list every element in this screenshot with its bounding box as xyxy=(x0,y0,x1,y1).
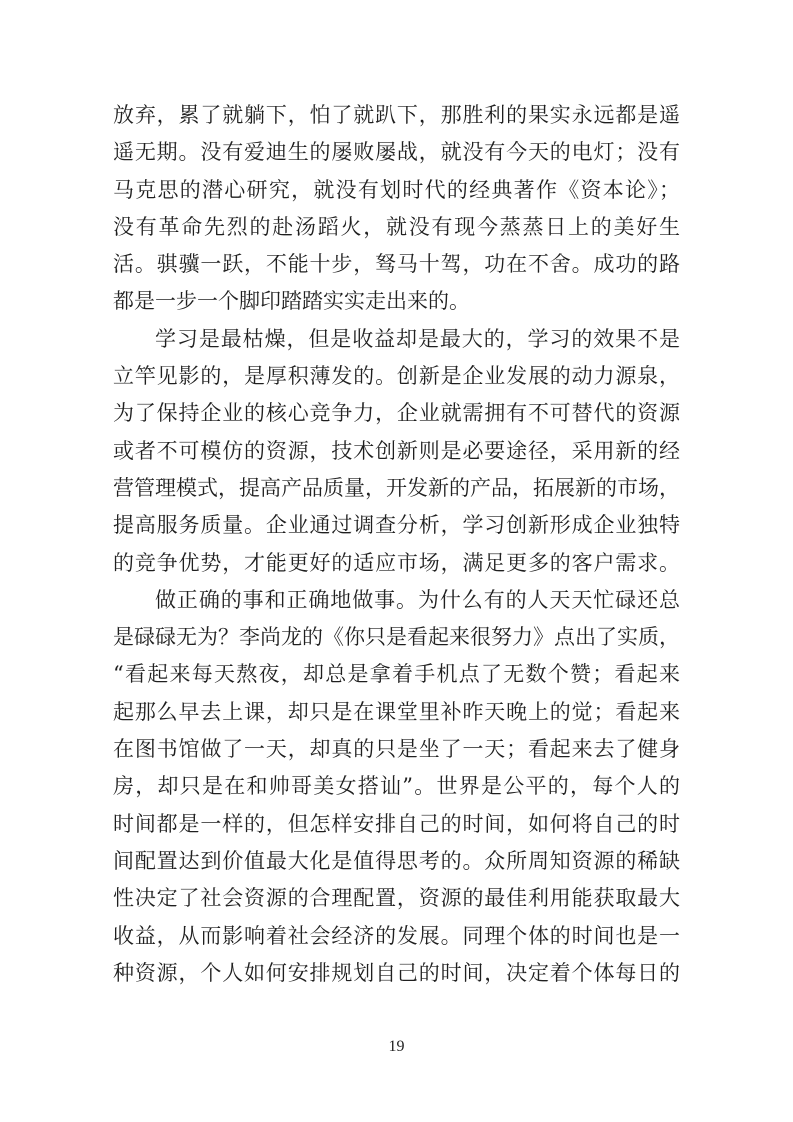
text-line: 性决定了社会资源的合理配置，资源的最佳利用能获取最大 xyxy=(113,886,680,911)
text-line: 放弃，累了就躺下，怕了就趴下，那胜利的果实永远都是遥 xyxy=(113,103,680,127)
text-line: 遥无期。没有爱迪生的屡败屡战，就没有今天的电灯；没有 xyxy=(113,140,680,165)
text-line: 立竿见影的，是厚积薄发的。创新是企业发展的动力源泉， xyxy=(113,364,680,389)
text-line: 时间都是一样的，但怎样安排自己的时间，如何将自己的时 xyxy=(113,811,680,836)
text-line: 间配置达到价值最大化是值得思考的。众所周知资源的稀缺 xyxy=(113,848,680,873)
document-text-body xyxy=(113,97,680,992)
text-line: 都是一步一个脚印踏踏实实走出来的。 xyxy=(113,289,470,314)
paragraph xyxy=(113,97,680,321)
text-line: 的竞争优势，才能更好的适应市场，满足更多的客户需求。 xyxy=(113,550,680,575)
text-line: 马克思的潜心研究，就没有划时代的经典著作《资本论》； xyxy=(113,177,680,202)
text-line: 学习是最枯燥，但是收益却是最大的，学习的效果不是 xyxy=(155,326,680,351)
paragraph xyxy=(113,321,680,582)
text-line: 是碌碌无为？李尚龙的《你只是看起来很努力》点出了实质， xyxy=(113,625,680,650)
text-line: 没有革命先烈的赴汤蹈火，就没有现今蒸蒸日上的美好生 xyxy=(113,214,680,239)
paragraph xyxy=(113,582,680,992)
text-line: 种资源，个人如何安排规划自己的时间，决定着个体每日的 xyxy=(113,960,680,985)
text-line: 起那么早去上课，却只是在课堂里补昨天晚上的觉；看起来 xyxy=(113,699,680,724)
text-line: 或者不可模仿的资源，技术创新则是必要途径，采用新的经 xyxy=(113,438,680,463)
text-line: 活。骐骥一跃，不能十步，驽马十驾，功在不舍。成功的路 xyxy=(113,252,680,277)
text-line: 提高服务质量。企业通过调查分析，学习创新形成企业独特 xyxy=(113,513,680,538)
text-line: 做正确的事和正确地做事。为什么有的人天天忙碌还总 xyxy=(155,587,680,612)
text-line: 营管理模式，提高产品质量，开发新的产品，拓展新的市场， xyxy=(113,475,680,500)
text-line: 在图书馆做了一天，却真的只是坐了一天；看起来去了健身 xyxy=(113,737,680,762)
page-number: 19 xyxy=(388,1038,405,1055)
text-line: 房，却只是在和帅哥美女搭讪”。世界是公平的，每个人的 xyxy=(113,774,680,799)
text-line: 收益，从而影响着社会经济的发展。同理个体的时间也是一 xyxy=(113,923,680,948)
text-line: “看起来每天熬夜，却总是拿着手机点了无数个赞；看起来 xyxy=(113,662,680,687)
text-line: 为了保持企业的核心竞争力，企业就需拥有不可替代的资源 xyxy=(113,401,680,426)
